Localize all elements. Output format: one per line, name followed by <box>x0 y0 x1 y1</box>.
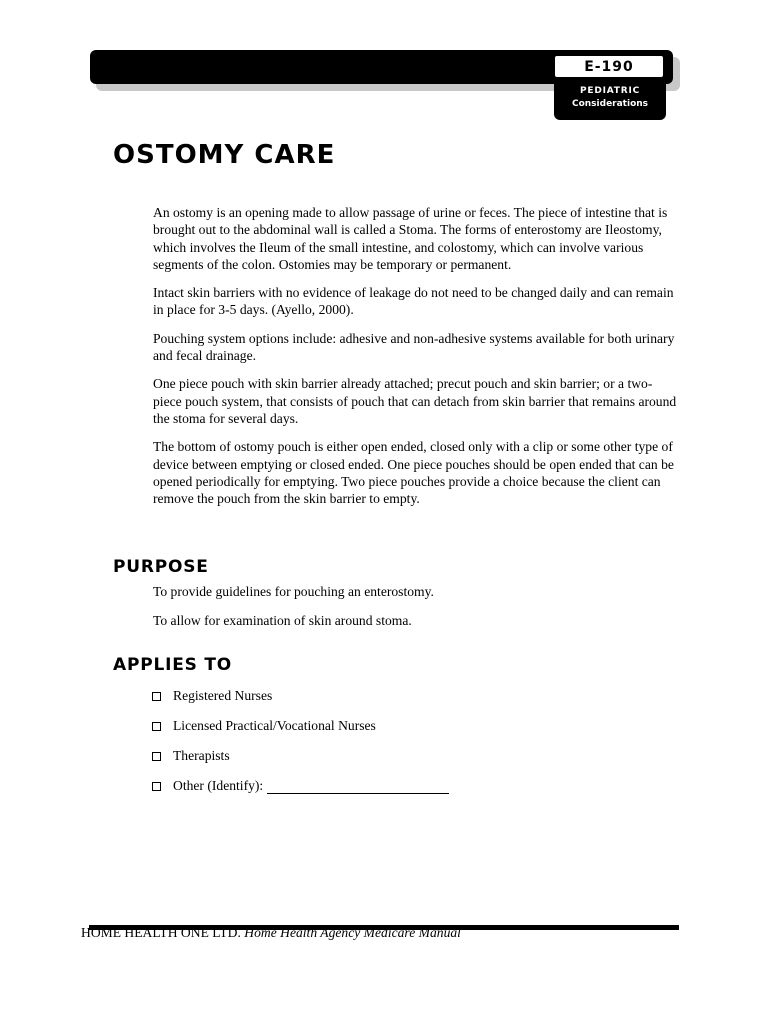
list-item <box>150 711 449 741</box>
applies-to-list <box>150 681 449 801</box>
footer <box>81 925 461 940</box>
list-item <box>150 681 449 711</box>
page-title: OSTOMY CARE <box>113 140 336 170</box>
footer-manual: Home Health Agency Medicare Manual <box>244 925 461 940</box>
list-item <box>150 741 449 771</box>
checkbox-icon[interactable] <box>152 752 161 761</box>
checkbox-icon[interactable] <box>152 722 161 731</box>
applies-to-label: Therapists <box>173 748 230 763</box>
purpose-heading: PURPOSE <box>113 557 209 577</box>
applies-to-label: Licensed Practical/Vocational Nurses <box>173 718 376 733</box>
identify-blank-line[interactable] <box>267 779 449 794</box>
category-tag-line1: PEDIATRIC <box>579 86 641 96</box>
footer-org: HOME HEALTH ONE LTD. <box>81 925 241 940</box>
applies-to-label: Registered Nurses <box>173 688 273 703</box>
purpose-item: To provide guidelines for pouching an enterostomy. <box>153 584 434 599</box>
intro-paragraph: One piece pouch with skin barrier already attached; precut pouch and skin barrier; or a two-piece pouch system, that consists of pouch that can detach from skin barrier that remains around the stoma for several days. <box>153 376 677 426</box>
intro-section <box>153 204 678 518</box>
list-item <box>150 771 449 801</box>
applies-to-label: Other (Identify): <box>173 778 264 793</box>
intro-paragraph: Intact skin barriers with no evidence of leakage do not need to be changed daily and can remain in place for 3-5 days. (Ayello, 2000). <box>153 285 674 318</box>
category-tag-line2: Considerations <box>571 99 649 109</box>
intro-paragraph: The bottom of ostomy pouch is either open ended, closed only with a clip or some other type of device between emptying or closed ended. One piece pouches should be open ended that can be opened periodically for emptying. Two piece pouches provide a choice because the client can remove the pouch from the skin barrier to empty. <box>153 439 674 507</box>
applies-to-heading: APPLIES TO <box>113 655 233 675</box>
checkbox-icon[interactable] <box>152 782 161 791</box>
purpose-item: To allow for examination of skin around stoma. <box>153 613 412 628</box>
intro-paragraph: An ostomy is an opening made to allow passage of urine or feces. The piece of intestine that is brought out to the abdominal wall is called a Stoma. The forms of enterostomy are Ileostomy, which involves the Ileum of the small intestine, and colostomy, which can involve various segments of the colon. Ostomies may be temporary or permanent. <box>153 205 668 272</box>
document-code: E-190 <box>554 55 664 78</box>
purpose-list <box>153 583 673 641</box>
checkbox-icon[interactable] <box>152 692 161 701</box>
category-tag <box>554 80 666 120</box>
intro-paragraph: Pouching system options include: adhesive and non-adhesive systems available for both urinary and fecal drainage. <box>153 330 675 364</box>
